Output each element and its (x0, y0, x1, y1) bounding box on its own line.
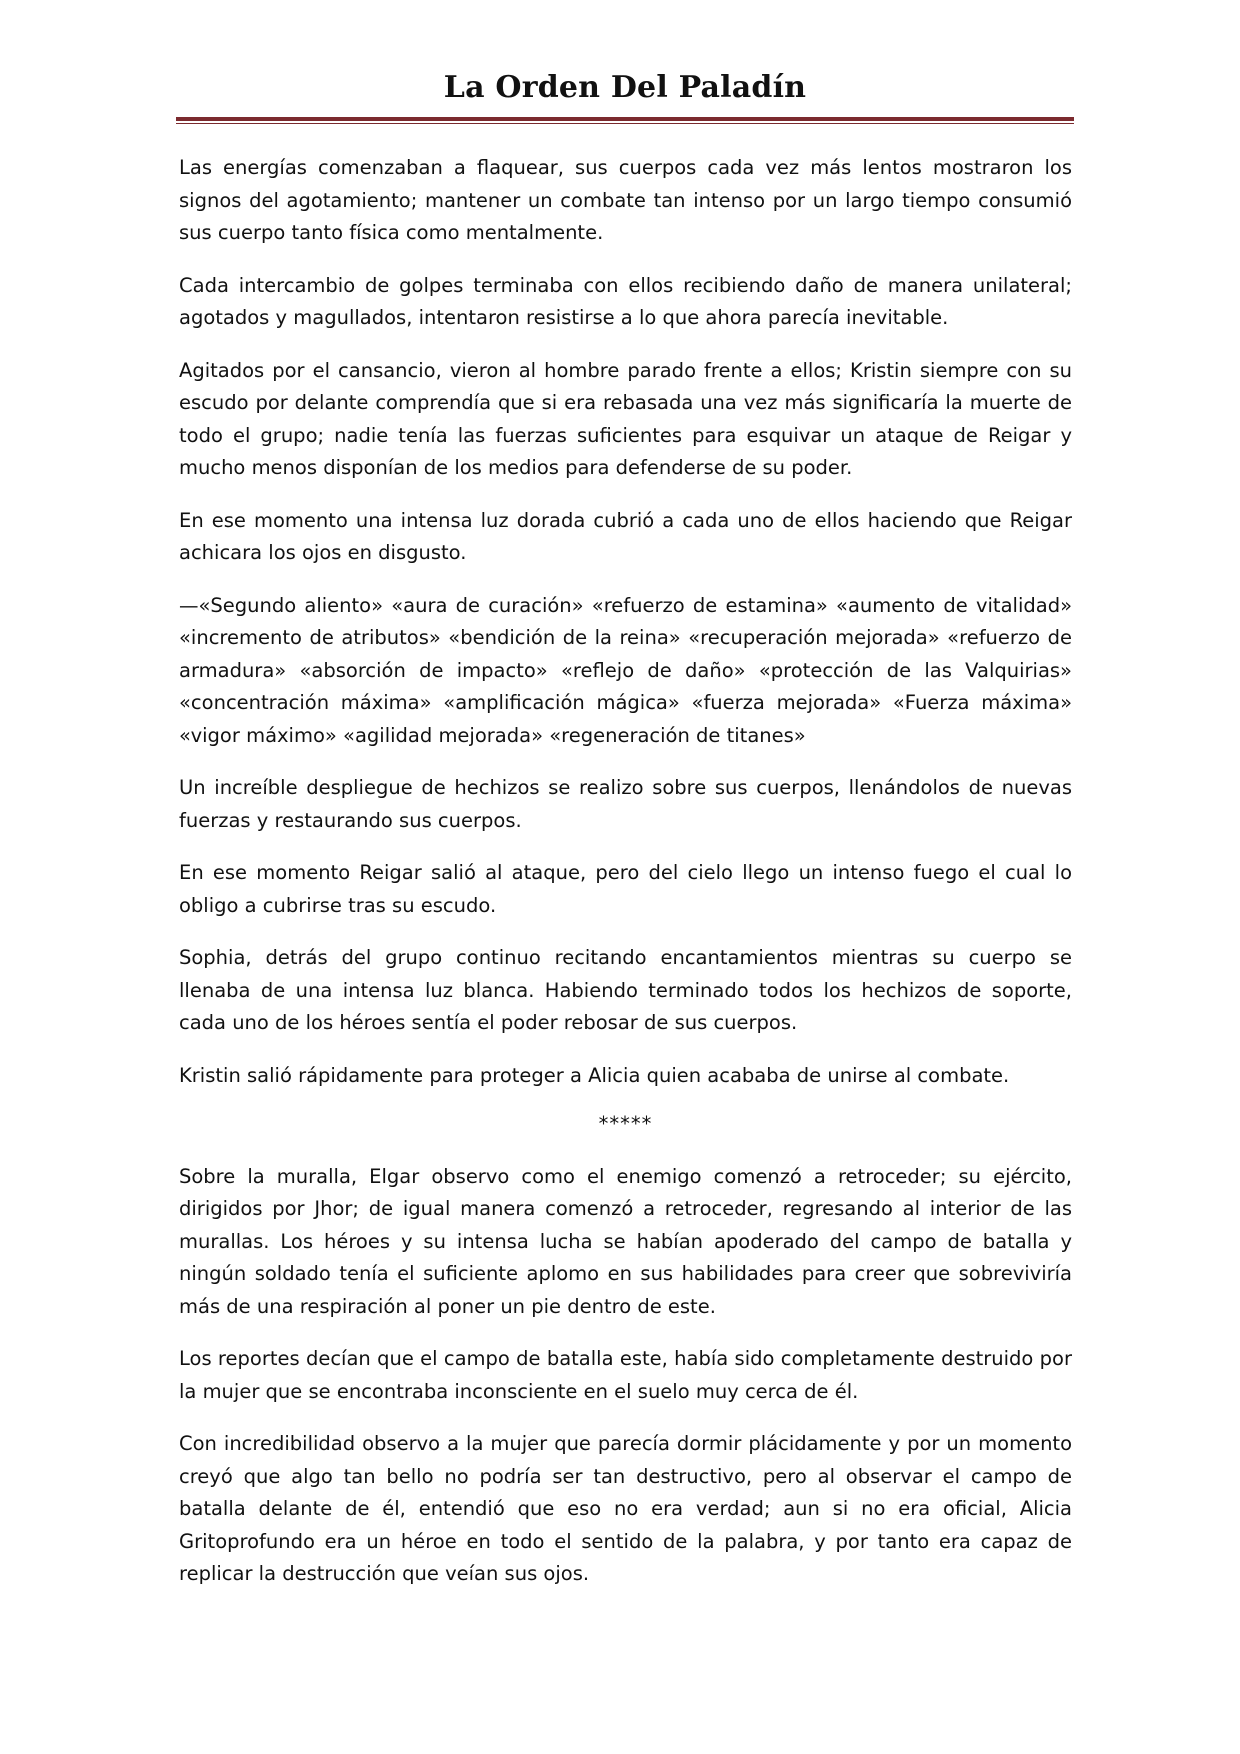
paragraph: Sophia, detrás del grupo continuo recitando encantamientos mientras su cuerpo se llenaba de una intensa luz blanca. Habiendo terminado todos los hechizos de soporte, cada uno de los héroes sentía el poder rebosar de sus cuerpos. (179, 946, 1072, 1034)
header-rule-thick (176, 117, 1074, 121)
paragraph: Con incredibilidad observo a la mujer que parecía dormir plácidamente y por un momento creyó que algo tan bello no podría ser tan destructivo, pero al observar el campo de batalla delante de él, entendió que eso no era verdad; aun si no era oficial, Alicia Gritoprofundo era un héroe en todo el sentido de la palabra, y por tanto era capaz de replicar la destrucción que veían sus ojos. (179, 1432, 1072, 1585)
spell-list-paragraph: —«Segundo aliento» «aura de curación» «refuerzo de estamina» «aumento de vitalidad» «incremento de atributos» «bendición de la reina» «recuperación mejorada» «refuerzo de armadura» «absorción de impacto» «reflejo de daño» «protección de las Valquirias» «concentración máxima» «amplificación mágica» «fuerza mejorada» «Fuerza máxima» «vigor máximo» «agilidad mejorada» «regeneración de titanes» (179, 593, 1072, 747)
page-title: La Orden Del Paladín (443, 70, 807, 105)
scene-separator: ***** (598, 1112, 653, 1135)
paragraph: Las energías comenzaban a flaquear, sus cuerpos cada vez más lentos mostraron los signos del agotamiento; mantener un combate tan intenso por un largo tiempo consumió sus cuerpo tanto física como mentalmente. (179, 156, 1072, 244)
paragraph: En ese momento una intensa luz dorada cubrió a cada uno de ellos haciendo que Reigar achicara los ojos en disgusto. (179, 508, 1072, 564)
page-header (176, 70, 1074, 106)
paragraph: Cada intercambio de golpes terminaba con ellos recibiendo daño de manera unilateral; agotados y magullados, intentaron resistirse a lo que ahora parecía inevitable. (179, 273, 1072, 329)
document-body (179, 152, 1072, 1611)
header-rule-thin (176, 123, 1074, 124)
paragraph: En ese momento Reigar salió al ataque, pero del cielo llego un intenso fuego el cual lo obligo a cubrirse tras su escudo. (179, 861, 1072, 917)
paragraph: Un increíble despliegue de hechizos se realizo sobre sus cuerpos, llenándolos de nuevas fuerzas y restaurando sus cuerpos. (179, 776, 1072, 832)
paragraph: Sobre la muralla, Elgar observo como el enemigo comenzó a retroceder; su ejército, dirigidos por Jhor; de igual manera comenzó a retroceder, regresando al interior de las murallas. Los héroes y su intensa lucha se habían apoderado del campo de batalla y ningún soldado tenía el suficiente aplomo en sus habilidades para creer que sobreviviría más de una respiración al poner un pie dentro de este. (179, 1164, 1072, 1318)
paragraph: Kristin salió rápidamente para proteger a Alicia quien acababa de unirse al combate. (179, 1063, 1010, 1087)
paragraph: Agitados por el cansancio, vieron al hombre parado frente a ellos; Kristin siempre con su escudo por delante comprendía que si era rebasada una vez más significaría la muerte de todo el grupo; nadie tenía las fuerzas suficientes para esquivar un ataque de Reigar y mucho menos disponían de los medios para defenderse de su poder. (179, 358, 1072, 479)
paragraph: Los reportes decían que el campo de batalla este, había sido completamente destruido por la mujer que se encontraba inconsciente en el suelo muy cerca de él. (179, 1347, 1072, 1403)
